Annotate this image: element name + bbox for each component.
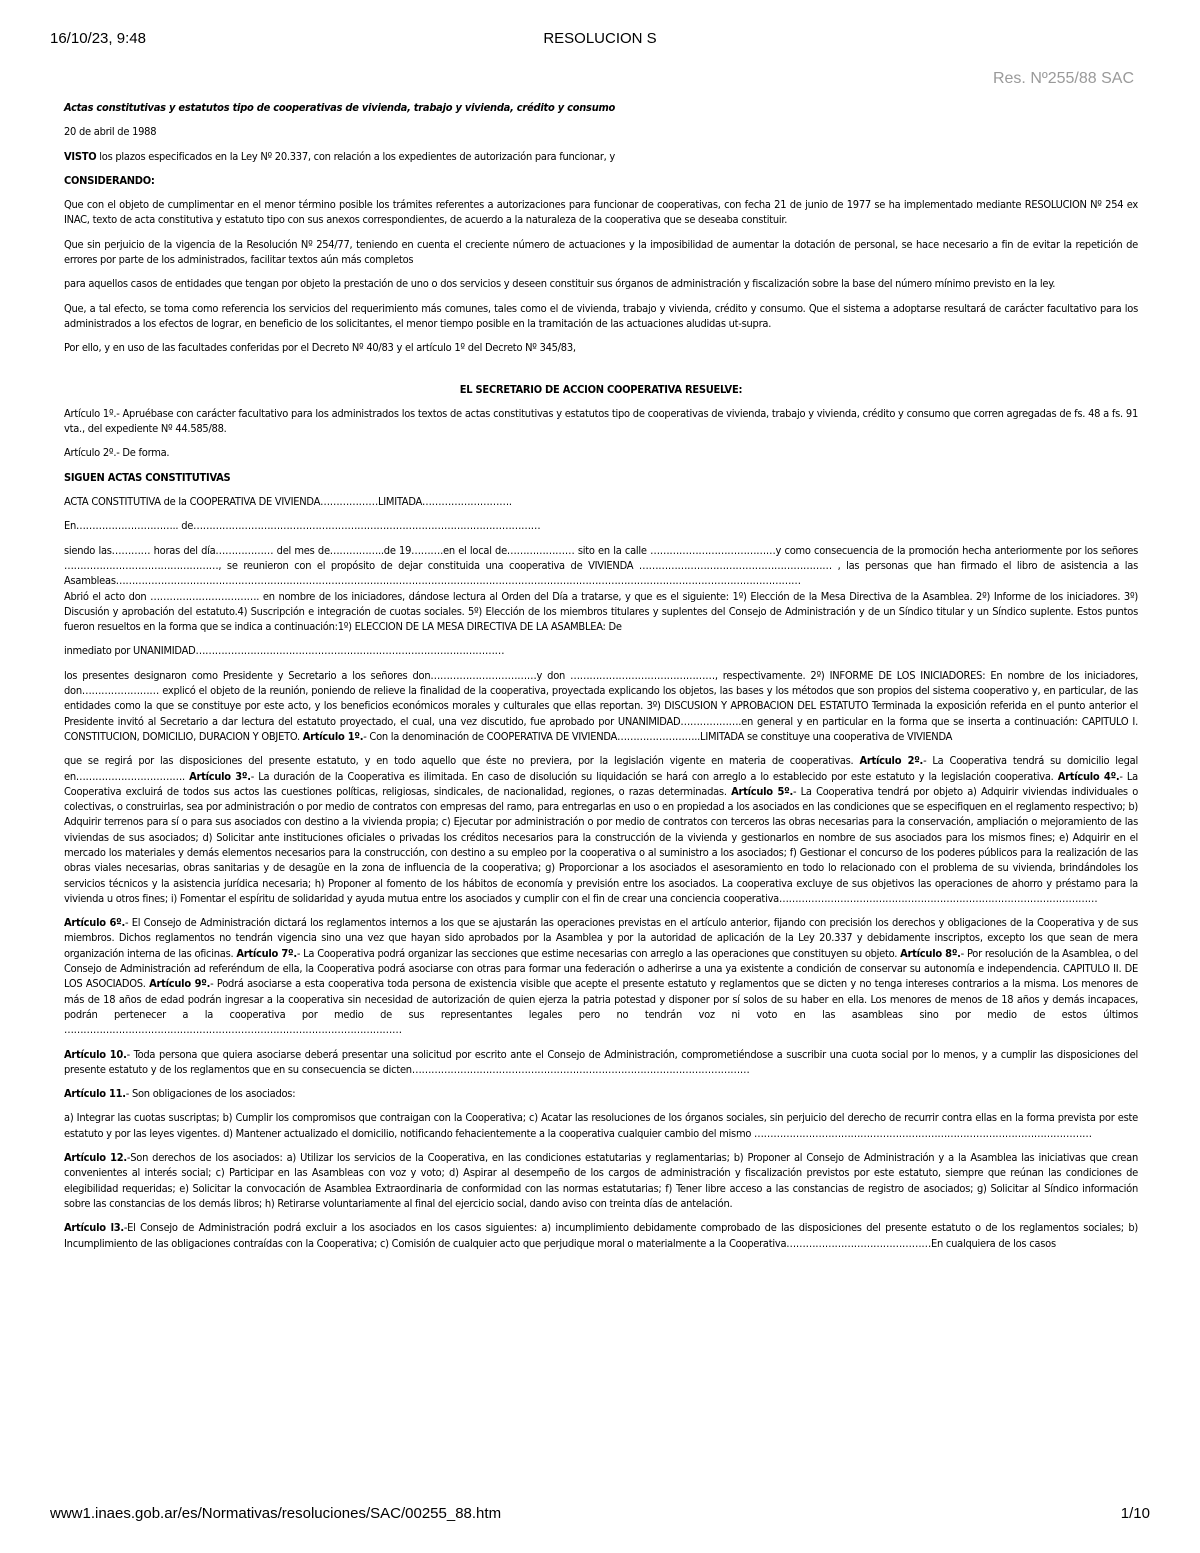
estatuto-articulo-11: Artículo 11.- Son obligaciones de los asociados: — [64, 1087, 296, 1101]
estatuto-block-6: que se regirá por las disposiciones del presente estatuto, y en todo aquello que éste no previera, por la legislación vigente en materia de cooperativas. Artículo 2º.- La Cooperativa tendrá su domicilio legal en……………………………. Artículo 3º.- La duración de la Cooperativa es ilimitada. En caso de disolución su liquidación se hará con arreglo a lo establecido por este estatuto y la legislación cooperativa. Artículo 4º.- La Cooperativa excluirá de todos sus actos las cuestiones políticas, religiosas, sindicales, de nacionalidad, regiones, o razas determinadas. Artículo 5º.- La Cooperativa tendrá por objeto a) Adquirir viviendas individuales o colectivas, o construirlas, sea por administración o por medio de contratos con empresas del ramo, para entregarlas en uso o en propiedad a los asociados en las condiciones que se especifiquen en el reglamento respectivo; b) Adquirir terrenos para sí o para sus asociados con destino a la vivienda propia; c) Ejecutar por administración o por medio de contratos con terceros las obras necesarias para la conservación, ampliación o mejoramiento de las viviendas de sus asociados; d) Solicitar ante instituciones oficiales o privadas los créditos necesarios para la construcción de la vivienda y gestionarlos en nombre de sus asociados para los mismos fines; e) Adquirir en el mercado los materiales y demás elementos necesarios para la construcción, con destino a su empleo por la cooperativa o al suministro a los asociados; f) Gestionar el concurso de los poderes públicos para la realización de las obras viales necesarias, obras sanitarias y de desagüe en la zona de influencia de la cooperativa; g) Proporcionar a los asociados el asesoramiento en todo lo relacionado con el problema de su vivienda, brindándoles los servicios técnicos y la asistencia jurídica necesaria; h) Proponer al fomento de los hábitos de economía y previsión entre los asociados. La cooperativa excluye de sus objetivos las operaciones de ahorro y préstamo para la vivienda u otros fines; i) Fomentar el espíritu de solidaridad y ayuda mutua entre los asociados y cumplir con el fin de crear una conciencia cooperativa……………………………………………………………………………………… — [64, 754, 1138, 905]
print-datetime: 16/10/23, 9:48 — [50, 30, 146, 47]
considerando-p2: Que sin perjuicio de la vigencia de la Resolución Nº 254/77, teniendo en cuenta el creciente número de actuaciones y la imposibilidad de aumentar la dotación de personal, se hace necesario a fin de evitar la repetición de errores por parte de los administrados, facilitar textos aún más completos — [64, 237, 1138, 267]
document-date: 20 de abril de 1988 — [64, 125, 157, 139]
estatuto-articulo-4-label: Artículo 4º. — [1057, 769, 1120, 783]
print-title: RESOLUCION S — [543, 30, 657, 47]
resolution-number: Res. Nº255/88 SAC — [992, 70, 1134, 87]
acta-line-2: En………………………….. de……………………………………………………………………………………………… — [64, 519, 541, 533]
estatuto-articulo-12: Artículo 12.-Son derechos de los asociados: a) Utilizar los servicios de la Cooperativa, en las condiciones estatutarias y reglamentarias; b) Proponer al Consejo de Administración y a la Asamblea las iniciativas que crean convenientes al interés social; c) Participar en las Asambleas con voz y voto; d) Aspirar al desempeño de los cargos de administración y fiscalización previstos por este estatuto, siempre que reúnan las condiciones de elegibilidad requeridas; e) Solicitar la convocación de Asamblea Extraordinaria de conformidad con las normas estatutarias; f) Tener libre acceso a las constancias de registro de asociados; g) Solicitar al Síndico información sobre las constancias de los demás libros; h) Retirarse voluntariamente al final del ejercicio social, dando aviso con treinta días de antelación. — [64, 1151, 1138, 1210]
estatuto-articulo-1-label: Artículo 1º. — [302, 729, 364, 743]
considerando-p3: para aquellos casos de entidades que tengan por objeto la prestación de uno o dos servicios y deseen constituir sus órganos de administración y fiscalización sobre la base del número mínimo previsto en la ley. — [64, 277, 1056, 291]
considerando-p5: Por ello, y en uso de las facultades conferidas por el Decreto Nº 40/83 y el artículo 1º del Decreto Nº 345/83, — [64, 341, 576, 355]
considerando-heading: CONSIDERANDO: — [64, 173, 155, 187]
considerando-p1: Que con el objeto de cumplimentar en el menor término posible los trámites referentes a autorizaciones para funcionar de cooperativas, con fecha 21 de junio de 1977 se ha implementado mediante RESOLUCION Nº 254 ex INAC, texto de acta constitutiva y estatuto tipo con sus anexos correspondientes, de acuerdo a la naturaleza de la cooperativa que se deseaba constituir. — [64, 198, 1138, 227]
visto-paragraph — [64, 149, 1138, 164]
estatuto-articulo-2-label: Artículo 2º. — [859, 754, 924, 768]
document-body — [64, 100, 1138, 1260]
resuelve-heading: EL SECRETARIO DE ACCION COOPERATIVA RESUELVE: — [459, 382, 743, 396]
page-number: 1/10 — [1120, 1505, 1150, 1522]
estatuto-obligaciones: a) Integrar las cuotas suscriptas; b) Cumplir los compromisos que contraigan con la Cooperativa; c) Acatar las resoluciones de los órganos sociales, sin perjuicio del derecho de recurrir contra ellas en la forma prevista por este estatuto y por las leyes vigentes. d) Mantener actualizado el domicilio, notificando fehacientemente a la cooperativa cualquier cambio del mismo …………………………………………………………………………………………… — [64, 1111, 1138, 1140]
estatuto-articulo-10: Artículo 10.- Toda persona que quiera asociarse deberá presentar una solicitud por escrito ante el Consejo de Administración, comprometiéndose a suscribir una cuota social por lo menos, y a cumplir las disposiciones del presente estatuto y de los reglamentos que en su consecuencia se dicten…………………………………………………………………………………………… — [64, 1047, 1138, 1076]
acta-line-4: inmediato por UNANIMIDAD…………………………………………………………………………………… — [64, 644, 505, 658]
estatuto-articulo-6-label: Artículo 6º. — [64, 916, 125, 930]
estatuto-articulo-7-label: Artículo 7º. — [236, 946, 297, 960]
estatuto-block-7: Artículo 6º.- El Consejo de Administración dictará los reglamentos internos a los que se ajustarán las operaciones previstas en el artículo anterior, fijando con precisión los derechos y obligaciones de la Cooperativa y de sus miembros. Dichos reglamentos no tendrán vigencia sino una vez que hayan sido aprobados por la Asamblea y por la autoridad de aplicación de la Ley 20.337 y debidamente inscriptos, excepto los que sean de mera organización interna de las oficinas. Artículo 7º.- La Cooperativa podrá organizar las secciones que estime necesarias con arreglo a las operaciones que constituyen su objeto. Artículo 8º.- Por resolución de la Asamblea, o del Consejo de Administración ad referéndum de ella, la Cooperativa podrá asociarse con otras para formar una federación o adherirse a una ya existente a condición de conservar su autonomía e independencia. CAPITULO II. DE LOS ASOCIADOS. Artículo 9º.- Podrá asociarse a esta cooperativa toda persona de existencia visible que acepte el presente estatuto y reglamentos que se dicten y no tenga intereses contrarios a la misma. Los menores de más de 18 años de edad podrán ingresar a la cooperativa sin necesidad de autorización de quien ejerza la patria potestad y disponer por sí solos de su haber en ella. Los menores de menos de 18 años y demás incapaces, podrán pertenecer a la cooperativa por medio de sus representantes legales pero no tendrán voz ni voto en las asambleas sino por medio de estos últimos …………………………………………………………………………………………… — [64, 916, 1139, 1037]
acta-block-3b: Abrió el acto don ……………………………. en nombre de los iniciadores, dándose lectura al Orden del Día a tratarse, y que es el siguiente: 1º) Elección de la Mesa Directiva de la Asamblea. 2º) Informe de los iniciadores. 3º) Discusión y aprobación del estatuto.4) Suscripción e integración de cuotas sociales. 5º) Elección de los miembros titulares y suplentes del Consejo de Administración y de un Síndico titular y un Síndico suplente. Estos puntos fueron resueltos en la forma que se indica a continuación:1º) ELECCION DE LA MESA DIRECTIVA DE LA ASAMBLEA: De — [64, 589, 1138, 634]
estatuto-articulo-9-label: Artículo 9º. — [149, 977, 211, 991]
articulo-2: Artículo 2º.- De forma. — [64, 446, 170, 460]
document-title: Actas constitutivas y estatutos tipo de cooperativas de vivienda, trabajo y vivienda, crédito y consumo — [64, 101, 616, 114]
visto-label: VISTO — [64, 149, 97, 163]
source-url: www1.inaes.gob.ar/es/Normativas/resoluciones/SAC/00255_88.htm — [50, 1505, 502, 1522]
acta-block-3a: siendo las………… horas del día……………… del mes de……………..de 19……….en el local de………………… sito en la calle …………………………………y como consecuencia de la promoción hecha anteriormente por los señores …………………………………………, se reunieron con el propósito de dejar constituida una cooperativa de VIVIENDA …………………………………………………… , las personas que han firmado el libro de asistencia a las Asambleas…………………………………………………………………………………………………………………………………………………………………………………………… — [64, 543, 1138, 588]
acta-line-1: ACTA CONSTITUTIVA de la COOPERATIVA DE VIVIENDA………………LIMITADA………………………. — [64, 495, 512, 509]
estatuto-articulo-13: Artículo l3.-El Consejo de Administración podrá excluir a los asociados en los casos siguientes: a) incumplimiento debidamente comprobado de las disposiciones del presente estatuto o de los reglamentos sociales; b) Incumplimiento de las obligaciones contraídas con la Cooperativa; c) Comisión de cualquier acto que perjudique moral o materialmente a la Cooperativa………………………………………En cualquiera de los casos — [64, 1221, 1138, 1250]
articulo-1: Artículo 1º.- Apruébase con carácter facultativo para los administrados los textos de actas constitutivas y estatutos tipo de cooperativas de vivienda, trabajo y vivienda, crédito y consumo que corren agregadas de fs. 48 a fs. 91 vta., del expediente Nº 44.585/88. — [64, 406, 1138, 436]
estatuto-articulo-5-label: Artículo 5º. — [731, 784, 793, 798]
visto-text: los plazos especificados en la Ley Nº 20.337, con relación a los expedientes de autorización para funcionar, y — [96, 149, 616, 163]
siguen-heading: SIGUEN ACTAS CONSTITUTIVAS — [64, 470, 231, 484]
estatuto-articulo-3-label: Artículo 3º. — [189, 769, 251, 783]
acta-block-5: los presentes designaron como Presidente y Secretario a los señores don……………………………y don ………………………………………, respectivamente. 2º) INFORME DE LOS INICIADORES: En nombre de los iniciadores, don…………………… explicó el objeto de la reunión, poniendo de relieve la finalidad de la cooperativa, proyectada explicando los objetos, las bases y los métodos que son propios del sistema cooperativo y, en particular, de las entidades como la que se constituye por este acto, y los beneficios económicos morales y culturales que ellas reportan. 3º) DISCUSION Y APROBACION DEL ESTATUTO Terminada la exposición referida en el punto anterior el Presidente invitó al Secretario a dar lectura del estatuto proyectado, el cual, una vez discutido, fue aprobado por UNANIMIDAD……………….en general y en particular en la forma que se inserta a continuación: CAPITULO I. CONSTITUCION, DOMICILIO, DURACION Y OBJETO. Artículo 1º.- Con la denominación de COOPERATIVA DE VIVIENDA……………………..LIMITADA se constituye una cooperativa de VIVIENDA — [64, 668, 1138, 743]
estatuto-articulo-8-label: Artículo 8º. — [900, 946, 961, 960]
considerando-p4: Que, a tal efecto, se toma como referencia los servicios del requerimiento más comunes, tales como el de vivienda, trabajo y vivienda, crédito y consumo. Que el sistema a adoptarse resultará de carácter facultativo para los administrados a los efectos de lograr, en beneficio de los solicitantes, el menor tiempo posible en la tramitación de las actuaciones aludidas ut-supra. — [64, 301, 1138, 330]
